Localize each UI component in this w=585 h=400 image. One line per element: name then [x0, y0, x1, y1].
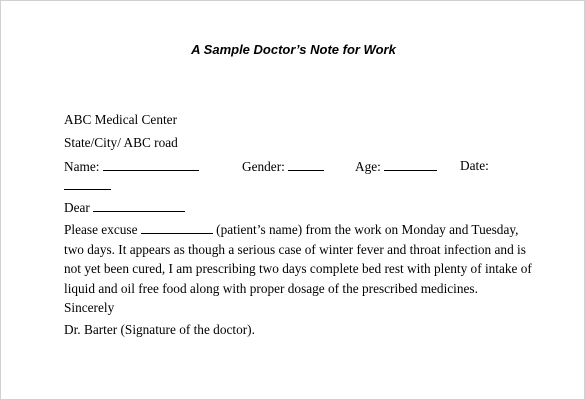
salutation-blank	[93, 199, 185, 212]
date-label: Date:	[460, 158, 489, 173]
name-field	[64, 158, 199, 175]
date-blank	[64, 177, 111, 190]
body-line-2: two days. It appears as though a serious case of winter fever and throat infection and is	[64, 241, 526, 257]
date-field-continued	[64, 177, 111, 194]
gender-label: Gender:	[242, 159, 285, 174]
body-line-1-start: Please excuse	[64, 222, 138, 237]
body-line-3: not yet been cured, I am prescribing two days complete bed rest with plenty of intake of	[64, 261, 532, 276]
gender-blank	[288, 158, 324, 171]
note-body	[64, 220, 534, 298]
document-title: A Sample Doctor’s Note for Work	[191, 42, 396, 57]
body-line-1-end: (patient’s name) from the work on Monday and Tuesday,	[216, 222, 519, 237]
closing: Sincerely	[64, 300, 115, 315]
age-blank	[384, 158, 437, 171]
signature: Dr. Barter (Signature of the doctor).	[64, 322, 255, 337]
date-field	[460, 158, 489, 174]
body-line-1	[64, 220, 534, 240]
name-blank	[103, 158, 199, 171]
salutation: Dear	[64, 200, 90, 215]
name-label: Name:	[64, 159, 100, 174]
salutation-line	[64, 199, 185, 216]
body-line-4: liquid and oil free food along with proper dosage of the prescribed medicines.	[64, 280, 478, 296]
age-field	[355, 158, 437, 175]
gender-field	[242, 158, 324, 175]
clinic-name: ABC Medical Center	[64, 112, 177, 127]
patient-name-blank	[141, 221, 213, 234]
age-label: Age:	[355, 159, 381, 174]
clinic-address: State/City/ ABC road	[64, 135, 178, 150]
